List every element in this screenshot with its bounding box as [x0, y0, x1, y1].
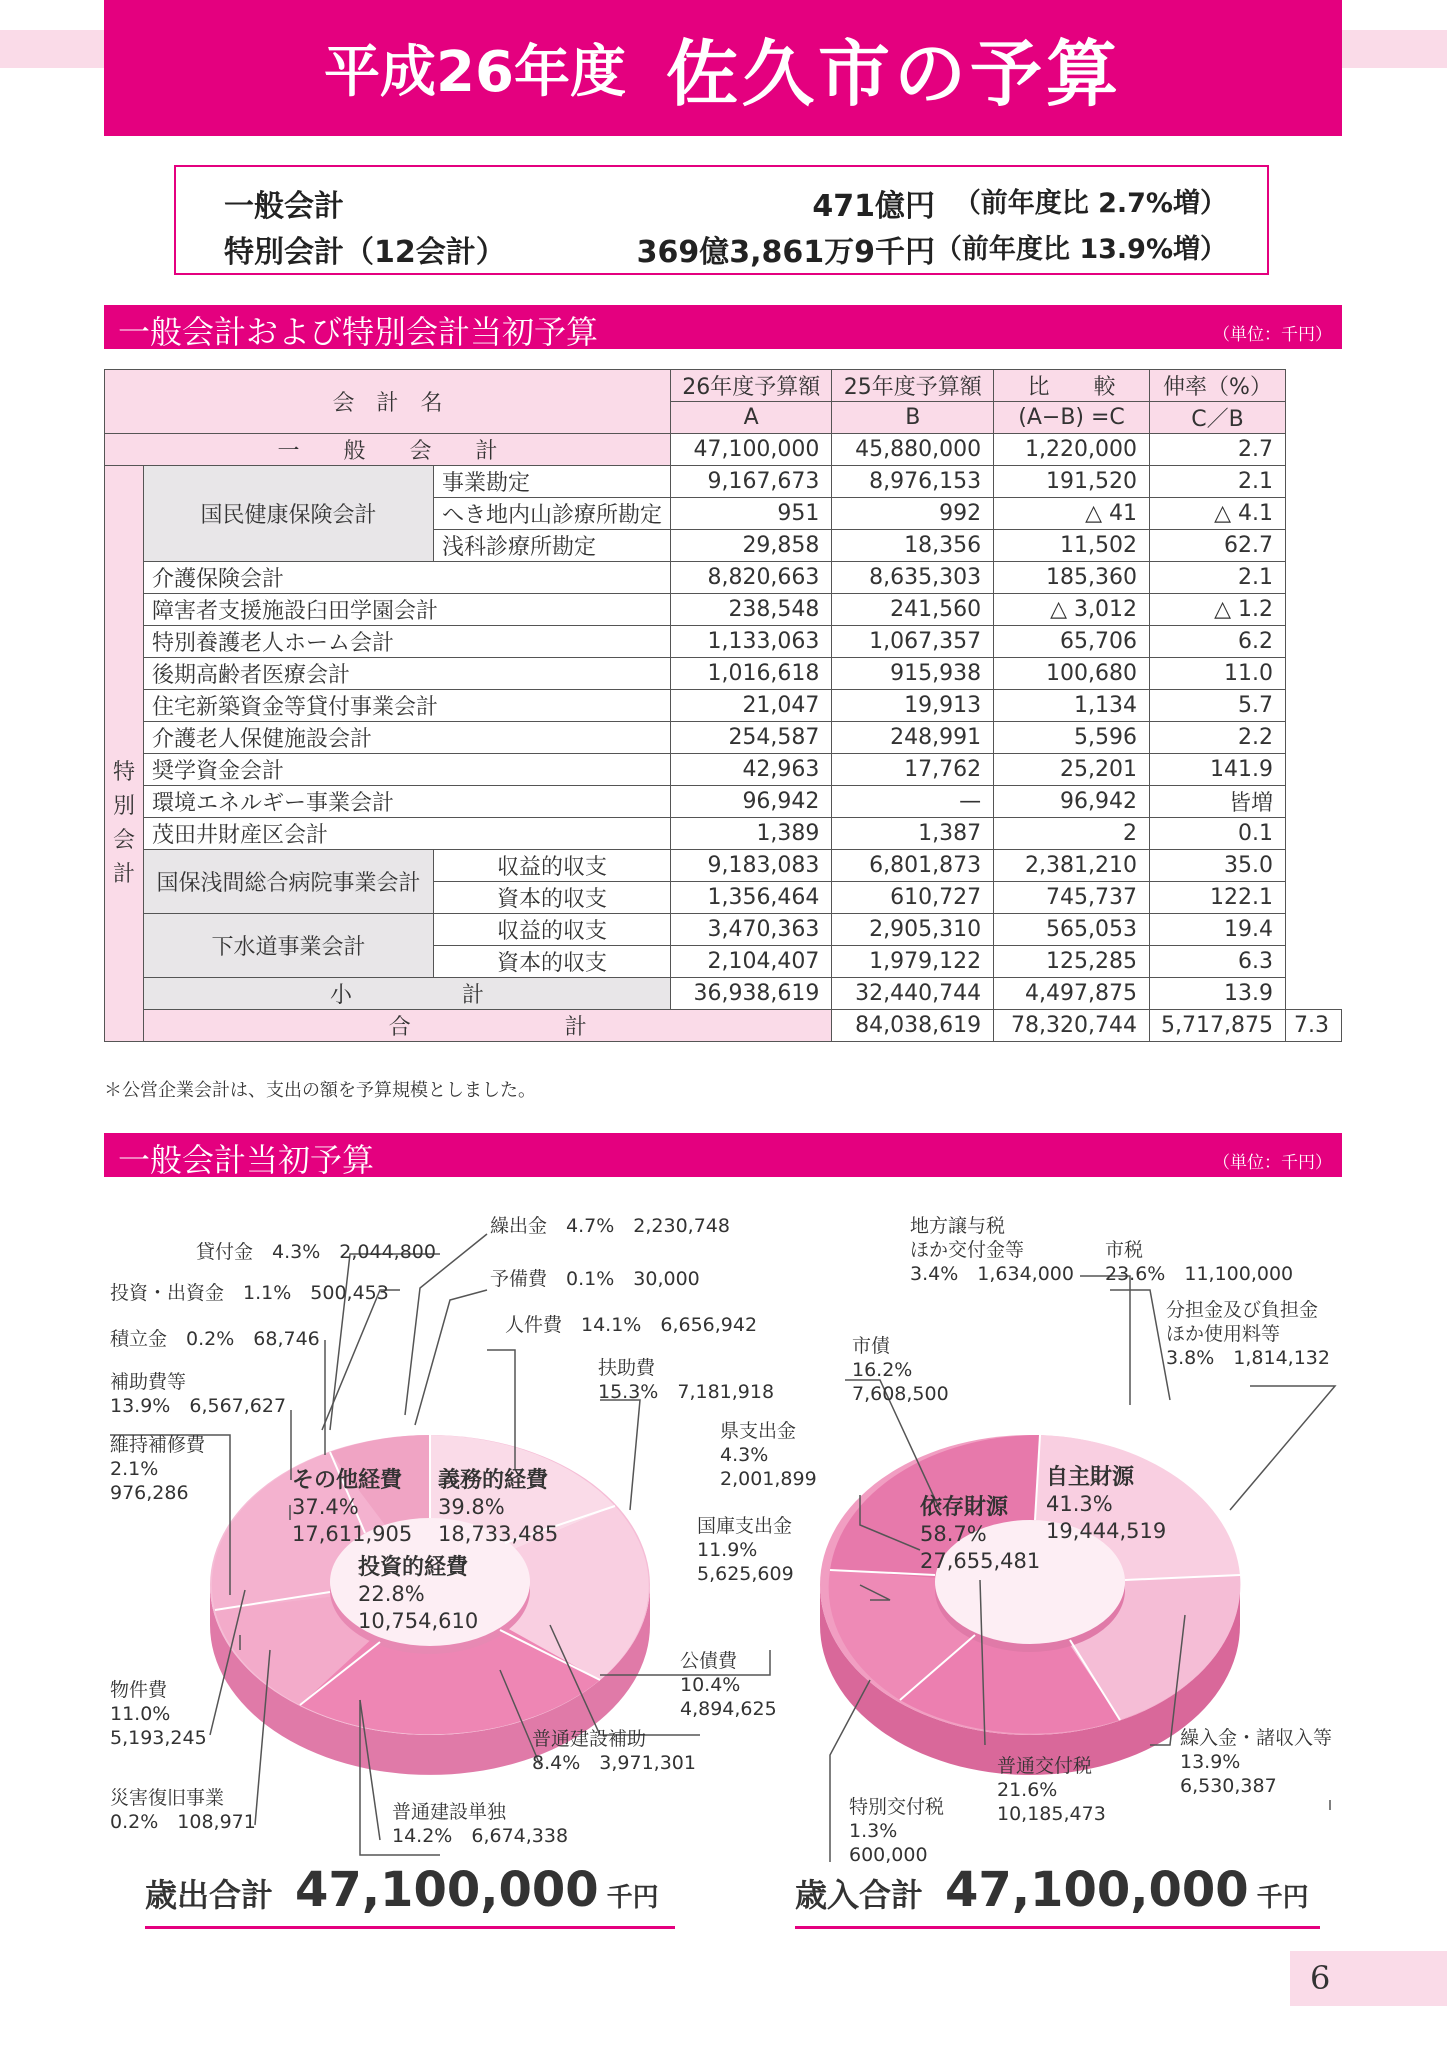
cell: △ 4.1: [1150, 498, 1286, 530]
budget-summary: [174, 165, 1269, 275]
subtotal-row: [105, 978, 1342, 1010]
group-gimu-amt: 18,733,485: [438, 1522, 559, 1546]
cell: △ 3,012: [994, 594, 1150, 626]
cell: 96,942: [994, 786, 1150, 818]
label-chiho-name1: 地方譲与税: [910, 1215, 1006, 1237]
table-row: [105, 594, 1342, 626]
cell: 100,680: [994, 658, 1150, 690]
group-gimu-pct: 39.8%: [438, 1495, 505, 1519]
label-shizei-value: 23.6% 11,100,000: [1105, 1263, 1294, 1285]
header-cb: C／B: [1150, 402, 1286, 434]
row-subname: 資本的収支: [433, 946, 670, 978]
label-shisai-name: 市債: [852, 1335, 891, 1357]
label-iji: [110, 1433, 205, 1505]
cell: 1,133,063: [671, 626, 832, 658]
page-title: 佐久市の予算: [665, 32, 1122, 116]
general-account-change: （前年度比 2.7%増）: [953, 188, 1227, 219]
group-jishu: [1046, 1464, 1166, 1545]
special-account-amount: 369億3,861万9千円: [636, 235, 935, 270]
cell: —: [832, 786, 994, 818]
label-shisai-amt: 7,608,500: [852, 1383, 949, 1405]
title-bar: [104, 0, 1342, 136]
label-saigai-name: 災害復旧事業: [110, 1787, 225, 1809]
row-name: 特別養護老人ホーム会計: [144, 626, 671, 658]
group-gimu-name: 義務的経費: [438, 1468, 549, 1493]
expenditure-total-value: 47,100,000: [295, 1862, 599, 1918]
table-header-row: [105, 370, 1342, 402]
table-row: [105, 562, 1342, 594]
group-other-amt: 17,611,905: [292, 1522, 413, 1546]
row-subname: 資本的収支: [433, 882, 670, 914]
label-bukken-pct: 11.0%: [110, 1703, 171, 1725]
header-a: A: [671, 402, 832, 434]
revenue-donut: [820, 1435, 1240, 1775]
cell: 19,913: [832, 690, 994, 722]
cell: 1,389: [671, 818, 832, 850]
group-other-pct: 37.4%: [292, 1495, 359, 1519]
cell: 241,560: [832, 594, 994, 626]
row-name: 一 般 会 計: [105, 434, 671, 466]
header-h25: 25年度予算額: [832, 370, 994, 402]
general-account-label: 一般会計: [224, 189, 344, 224]
label-iji-pct: 2.1%: [110, 1458, 159, 1480]
cell: 2.2: [1150, 722, 1286, 754]
special-account-vertical-label: [105, 466, 144, 1042]
cell: 18,356: [832, 530, 994, 562]
group-toushi-amt: 10,754,610: [358, 1609, 479, 1633]
label-tsumitate: 積立金 0.2% 68,746: [110, 1328, 320, 1350]
label-shisai-pct: 16.2%: [852, 1359, 913, 1381]
cell: 32,440,744: [832, 978, 994, 1010]
row-name: 小 計: [144, 978, 671, 1010]
row-name: 国保浅間総合病院事業会計: [144, 850, 434, 914]
cell: 2,381,210: [994, 850, 1150, 882]
revenue-total-value: 47,100,000: [945, 1862, 1249, 1918]
cell: 8,635,303: [832, 562, 994, 594]
cell: 36,938,619: [671, 978, 832, 1010]
cell: 11,502: [994, 530, 1150, 562]
table-section-header: [104, 305, 1342, 349]
label-futsu-hojo: [532, 1727, 696, 1775]
cell: 78,320,744: [994, 1010, 1150, 1042]
label-ken-name: 県支出金: [720, 1420, 797, 1442]
cell: 248,991: [832, 722, 994, 754]
cell: 42,963: [671, 754, 832, 786]
label-ken: [720, 1419, 817, 1491]
cell: 1,134: [994, 690, 1150, 722]
cell: 8,820,663: [671, 562, 832, 594]
label-kousai: [680, 1649, 777, 1721]
label-hojo-value: 13.9% 6,567,627: [110, 1395, 287, 1417]
group-izon: [920, 1494, 1040, 1575]
label-fujo-name: 扶助費: [598, 1357, 656, 1379]
label-kuriire-amt: 6,530,387: [1180, 1775, 1277, 1797]
cell: 1,016,618: [671, 658, 832, 690]
cell: 6.2: [1150, 626, 1286, 658]
cell: 17,762: [832, 754, 994, 786]
header-account-name: 会 計 名: [105, 370, 671, 434]
label-shisai: [852, 1334, 949, 1406]
row-subname: へき地内山診療所勘定: [433, 498, 670, 530]
cell: 11.0: [1150, 658, 1286, 690]
group-toushi-name: 投資的経費: [358, 1555, 469, 1580]
expenditure-total: [145, 1862, 659, 1918]
header-left-strip: [0, 30, 104, 68]
header-c: (A−B) =C: [994, 402, 1150, 434]
label-tokubetsu-amt: 600,000: [849, 1844, 928, 1866]
title-year: 平成26年度: [324, 40, 626, 105]
cell: 141.9: [1150, 754, 1286, 786]
label-kousai-name: 公債費: [680, 1650, 738, 1672]
header-right-strip: [1342, 30, 1447, 68]
special-account-char: 計: [113, 861, 136, 887]
cell: 1,979,122: [832, 946, 994, 978]
table-row: [105, 850, 1342, 882]
cell: 3,470,363: [671, 914, 832, 946]
cell: 45,880,000: [832, 434, 994, 466]
label-kuriire-name: 繰入金・諸収入等: [1180, 1727, 1333, 1749]
row-name: 奨学資金会計: [144, 754, 671, 786]
cell: 125,285: [994, 946, 1150, 978]
group-toushi-pct: 22.8%: [358, 1582, 425, 1606]
label-kuni-pct: 11.9%: [697, 1539, 758, 1561]
label-iji-amt: 976,286: [110, 1482, 189, 1504]
general-account-amount: 471億円: [812, 189, 935, 224]
cell: 13.9: [1150, 978, 1286, 1010]
header-h26: 26年度予算額: [671, 370, 832, 402]
label-bukken: [110, 1678, 207, 1750]
label-fujo: [598, 1356, 774, 1404]
cell: 122.1: [1150, 882, 1286, 914]
label-tokubetsu-pct: 1.3%: [849, 1820, 898, 1842]
label-futsu-tandoku-name: 普通建設単独: [392, 1801, 507, 1823]
label-buntan-name1: 分担金及び負担金: [1166, 1299, 1319, 1321]
cell: 2: [994, 818, 1150, 850]
cell: 1,220,000: [994, 434, 1150, 466]
page-number-text: 6: [1310, 1959, 1331, 1997]
cell: 25,201: [994, 754, 1150, 786]
table-row: [105, 914, 1342, 946]
table-row: [105, 434, 1342, 466]
label-kousai-pct: 10.4%: [680, 1674, 741, 1696]
row-name: 国民健康保険会計: [144, 466, 434, 562]
row-subname: 事業勘定: [433, 466, 670, 498]
revenue-total-label: 歳入合計: [795, 1876, 924, 1914]
label-kuriire-pct: 13.9%: [1180, 1751, 1241, 1773]
table-row: [105, 626, 1342, 658]
group-izon-amt: 27,655,481: [920, 1549, 1041, 1573]
page-number: [1290, 1951, 1447, 2006]
table-row: [105, 466, 1342, 498]
cell: 2,104,407: [671, 946, 832, 978]
cell: 238,548: [671, 594, 832, 626]
expenditure-total-label: 歳出合計: [145, 1876, 274, 1914]
label-futsu-hojo-name: 普通建設補助: [532, 1728, 647, 1750]
revenue-total: [795, 1862, 1309, 1918]
cell: 6.3: [1150, 946, 1286, 978]
cell: 62.7: [1150, 530, 1286, 562]
group-jishu-amt: 19,444,519: [1046, 1519, 1167, 1543]
label-kuridashi: 繰出金 4.7% 2,230,748: [490, 1215, 730, 1237]
header-rate: 伸率（%）: [1150, 370, 1286, 402]
label-shizei: [1105, 1238, 1293, 1286]
cell: 8,976,153: [832, 466, 994, 498]
label-ken-pct: 4.3%: [720, 1444, 769, 1466]
label-futsu-tandoku: [392, 1800, 568, 1848]
row-name: 合 計: [144, 1010, 832, 1042]
label-futsu-hojo-value: 8.4% 3,971,301: [532, 1752, 696, 1774]
cell: 191,520: [994, 466, 1150, 498]
cell: 745,737: [994, 882, 1150, 914]
label-chiho-joyo: [910, 1214, 1074, 1286]
cell: 610,727: [832, 882, 994, 914]
label-bukken-amt: 5,193,245: [110, 1727, 207, 1749]
group-gimu: [438, 1467, 558, 1548]
cell: 7.3: [1286, 1010, 1342, 1042]
label-kuni-amt: 5,625,609: [697, 1563, 794, 1585]
header-b: B: [832, 402, 994, 434]
group-toushi: [358, 1554, 478, 1635]
cell: 47,100,000: [671, 434, 832, 466]
table-section-title: 一般会計および特別会計当初予算: [118, 313, 599, 351]
label-fujo-value: 15.3% 7,181,918: [598, 1381, 775, 1403]
cell: 9,167,673: [671, 466, 832, 498]
cell: 29,858: [671, 530, 832, 562]
cell: 565,053: [994, 914, 1150, 946]
total-row: [105, 1010, 1342, 1042]
table-note: ＊公営企業会計は、支出の額を予算規模としました。: [104, 1080, 536, 1101]
label-yobi: 予備費 0.1% 30,000: [490, 1268, 700, 1290]
label-buntan: [1166, 1298, 1330, 1370]
label-futsu-tandoku-value: 14.2% 6,674,338: [392, 1825, 569, 1847]
label-iji-name: 維持補修費: [110, 1434, 206, 1456]
label-buntan-value: 3.8% 1,814,132: [1166, 1347, 1330, 1369]
revenue-total-unit: 千円: [1256, 1883, 1309, 1913]
row-subname: 収益的収支: [433, 914, 670, 946]
label-tokubetsu-kofu: [849, 1795, 944, 1867]
expenditure-total-underline: [145, 1926, 675, 1929]
cell: 6,801,873: [832, 850, 994, 882]
cell: 185,360: [994, 562, 1150, 594]
table-row: [105, 786, 1342, 818]
label-kuni: [697, 1514, 794, 1586]
row-subname: 収益的収支: [433, 850, 670, 882]
cell: 992: [832, 498, 994, 530]
cell: 65,706: [994, 626, 1150, 658]
row-name: 環境エネルギー事業会計: [144, 786, 671, 818]
label-futsu-kofu-pct: 21.6%: [997, 1779, 1058, 1801]
cell: 35.0: [1150, 850, 1286, 882]
label-kuriire: [1180, 1726, 1332, 1798]
row-name: 介護保険会計: [144, 562, 671, 594]
row-name: 茂田井財産区会計: [144, 818, 671, 850]
cell: 915,938: [832, 658, 994, 690]
label-tokubetsu-name: 特別交付税: [849, 1796, 945, 1818]
cell: 5,717,875: [1150, 1010, 1286, 1042]
label-hojo-name: 補助費等: [110, 1371, 187, 1393]
cell: 4,497,875: [994, 978, 1150, 1010]
label-shizei-name: 市税: [1105, 1239, 1144, 1261]
label-toushi-shusshi: 投資・出資金 1.1% 500,453: [110, 1282, 389, 1304]
table-row: [105, 658, 1342, 690]
row-name: 介護老人保健施設会計: [144, 722, 671, 754]
cell: △ 1.2: [1150, 594, 1286, 626]
budget-table: [104, 369, 1342, 1042]
table-row: [105, 754, 1342, 786]
pie-unit: （単位：千円）: [1213, 1153, 1332, 1173]
cell: △ 41: [994, 498, 1150, 530]
header-diff: 比 較: [994, 370, 1150, 402]
label-kuni-name: 国庫支出金: [697, 1515, 793, 1537]
pie-section-title: 一般会計当初予算: [118, 1141, 375, 1179]
row-name: 住宅新築資金等貸付事業会計: [144, 690, 671, 722]
special-account-char: 会: [113, 827, 136, 853]
row-subname: 浅科診療所勘定: [433, 530, 670, 562]
cell: 84,038,619: [832, 1010, 994, 1042]
cell: 2.7: [1150, 434, 1286, 466]
special-account-char: 別: [113, 793, 136, 819]
label-chiho-value: 3.4% 1,634,000: [910, 1263, 1074, 1285]
cell: 5.7: [1150, 690, 1286, 722]
label-kousai-amt: 4,894,625: [680, 1698, 777, 1720]
cell: 1,356,464: [671, 882, 832, 914]
group-izon-name: 依存財源: [920, 1495, 1009, 1520]
cell: 9,183,083: [671, 850, 832, 882]
special-account-label: 特別会計（12会計）: [224, 235, 506, 270]
row-name: 下水道事業会計: [144, 914, 434, 978]
cell: 19.4: [1150, 914, 1286, 946]
cell: 5,596: [994, 722, 1150, 754]
revenue-total-underline: [795, 1926, 1320, 1929]
label-buntan-name2: ほか使用料等: [1166, 1323, 1281, 1345]
cell: 951: [671, 498, 832, 530]
group-jishu-pct: 41.3%: [1046, 1492, 1113, 1516]
cell: 2,905,310: [832, 914, 994, 946]
label-saigai: [110, 1786, 256, 1834]
cell: 1,067,357: [832, 626, 994, 658]
label-jinken: 人件費 14.1% 6,656,942: [505, 1314, 758, 1336]
cell: 皆増: [1150, 786, 1286, 818]
row-name: 障害者支援施設臼田学園会計: [144, 594, 671, 626]
label-futsu-kofu: [997, 1754, 1106, 1826]
label-saigai-value: 0.2% 108,971: [110, 1811, 256, 1833]
table-row: [105, 690, 1342, 722]
label-futsu-kofu-name: 普通交付税: [997, 1755, 1093, 1777]
label-futsu-kofu-amt: 10,185,473: [997, 1803, 1106, 1825]
table-row: [105, 722, 1342, 754]
cell: 1,387: [832, 818, 994, 850]
special-account-change: （前年度比 13.9%増）: [934, 234, 1227, 265]
label-ken-amt: 2,001,899: [720, 1468, 817, 1490]
group-jishu-name: 自主財源: [1046, 1465, 1135, 1490]
cell: 21,047: [671, 690, 832, 722]
label-kashitsuke: 貸付金 4.3% 2,044,800: [196, 1241, 436, 1263]
label-hojo: [110, 1370, 286, 1418]
cell: 0.1: [1150, 818, 1286, 850]
cell: 2.1: [1150, 562, 1286, 594]
cell: 254,587: [671, 722, 832, 754]
table-unit: （単位：千円）: [1213, 325, 1332, 345]
cell: 96,942: [671, 786, 832, 818]
expenditure-total-unit: 千円: [606, 1883, 659, 1913]
row-name: 後期高齢者医療会計: [144, 658, 671, 690]
special-account-char: 特: [113, 759, 136, 785]
cell: 2.1: [1150, 466, 1286, 498]
pie-section-header: [104, 1133, 1342, 1177]
group-other: [292, 1467, 412, 1548]
group-other-name: その他経費: [292, 1468, 403, 1493]
group-izon-pct: 58.7%: [920, 1522, 987, 1546]
label-chiho-name2: ほか交付金等: [910, 1239, 1025, 1261]
label-bukken-name: 物件費: [110, 1679, 168, 1701]
table-row: [105, 818, 1342, 850]
